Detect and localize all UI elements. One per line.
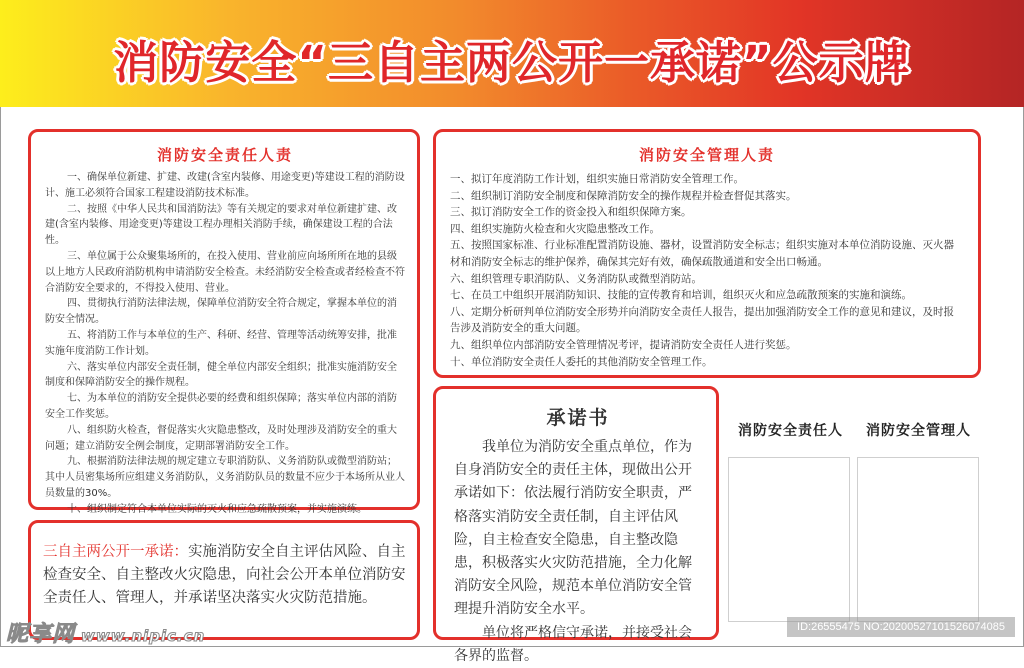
duty-item: 八、组织防火检查，督促落实火灾隐患整改，及时处理涉及消防安全的重大问题；建立消防安全例会制度，定期部署消防安全工作。: [45, 424, 397, 452]
duty-item: 四、贯彻执行消防法律法规，保障单位消防安全符合规定，掌握本单位的消防安全情况。: [45, 298, 397, 326]
slogan-text-block: [43, 541, 407, 610]
duty-item: 一、拟订年度消防工作计划，组织实施日常消防安全管理工作。: [450, 173, 744, 185]
duty-item: 八、定期分析研判单位消防安全形势并向消防安全责任人报告，提出加强消防安全工作的意见和建议，及时报告涉及消防安全的重大问题。: [450, 305, 954, 335]
image-id-watermark: ID:26555475 NO:20200527101526074085: [787, 617, 1015, 637]
pledge-paragraph: 我单位为消防安全重点单位，作为自身消防安全的责任主体，现做出公开承诺如下：依法履行消防安全职责，严格落实消防安全责任制，自主评估风险，自主检查安全隐患，自主整改隐患，积极落实火灾防范措施，全力化解消防安全风险，规范本单位消防安全管理提升消防安全水平。: [454, 439, 692, 618]
pledge-paragraph: 单位将严格信守承诺，并接受社会各界的监督。: [454, 624, 692, 664]
duty-item: 六、落实单位内部安全责任制，健全单位内部安全组织；批准实施消防安全制度和保障消防安全的操作规程。: [45, 361, 397, 389]
watermark-site-url: www.nipic.cn: [81, 627, 206, 645]
duty-item: 七、为本单位的消防安全提供必要的经费和组织保障；落实单位内部的消防安全工作奖惩。: [45, 393, 397, 420]
responsible-person-photo-frame: [728, 457, 850, 622]
duty-item: 五、按照国家标准、行业标准配置消防设施、器材，设置消防安全标志；组织实施对本单位消防设施、灭火器材和消防安全标志的维护保养，确保其完好有效，确保疏散通道和安全出口畅通。: [450, 239, 954, 268]
duty-item: 三、单位属于公众聚集场所的，在投入使用、营业前应向场所所在地的县级以上地方人民政府消防机构申请消防安全检查。未经消防安全检查或者经检查不符合消防安全要求的，不得投入使用、营业。: [45, 250, 405, 294]
duty-item: 三、拟订消防安全工作的资金投入和组织保障方案。: [450, 206, 692, 219]
board-title: 消防安全“三自主两公开一承诺”公示牌: [113, 36, 911, 89]
slogan-label: 三自主两公开一承诺：: [43, 544, 188, 560]
duty-item: 二、组织制订消防安全制度和保障消防安全的操作规程并检查督促其落实。: [450, 189, 797, 202]
responsible-person-duties-panel: [28, 129, 420, 515]
manager-photo-frame: [857, 457, 979, 622]
duty-item: 九、根据消防法律法规的规定建立专职消防队、义务消防队或微型消防站；其中人员密集场所应组建义务消防队，义务消防队员的数量不应少于本场所从业人员数量的30%。: [45, 456, 405, 499]
site-watermark: [6, 617, 205, 648]
duty-item: 七、在员工中组织开展消防知识、技能的宣传教育和培训，组织灭火和应急疏散预案的实施和演练。: [450, 289, 912, 302]
manager-photo-label: 消防安全管理人: [866, 423, 971, 439]
manager-duties-panel: [433, 129, 981, 378]
responsible-person-duties-title: 消防安全责任人责: [156, 146, 293, 164]
duty-item: 一、确保单位新建、扩建、改建(含室内装修、用途变更)等建设工程的消防设计、施工必须符合国家工程建设消防技术标准。: [45, 172, 405, 199]
pledge-letter-title: 承诺书: [546, 407, 610, 429]
pledge-letter-panel: [433, 386, 719, 664]
responsible-person-photo-label: 消防安全责任人: [738, 423, 843, 439]
duty-item: 十、组织制定符合本单位实际的灭火和应急疏散预案，并实施演练。: [67, 503, 367, 515]
duty-item: 九、组织单位内部消防安全管理情况考评，提请消防安全责任人进行奖惩。: [450, 338, 797, 351]
duty-item: 十、单位消防安全责任人委托的其他消防安全管理工作。: [450, 355, 713, 368]
slogan-text: 实施消防安全自主评估风险、自主检查安全、自主整改火灾隐患，向社会公开本单位消防安全责任人、管理人，并承诺坚决落实火灾防范措施。: [43, 544, 406, 606]
duty-item: 四、组织实施防火检查和火灾隐患整改工作。: [450, 222, 660, 235]
manager-duties-title: 消防安全管理人责: [638, 146, 775, 164]
watermark-site-name: 昵享网: [6, 622, 76, 647]
title-banner: [0, 0, 1024, 107]
duty-item: 六、组织管理专职消防队、义务消防队或微型消防站。: [450, 272, 702, 285]
duty-item: 二、按照《中华人民共和国消防法》等有关规定的要求对单位新建扩建、改建(含室内装修、用途变更)等建设工程办理相关消防手续，确保建设工程的合法性。: [45, 203, 397, 247]
duty-item: 五、将消防工作与本单位的生产、科研、经营、管理等活动统筹安排，批准实施年度消防工作计划。: [45, 329, 397, 357]
